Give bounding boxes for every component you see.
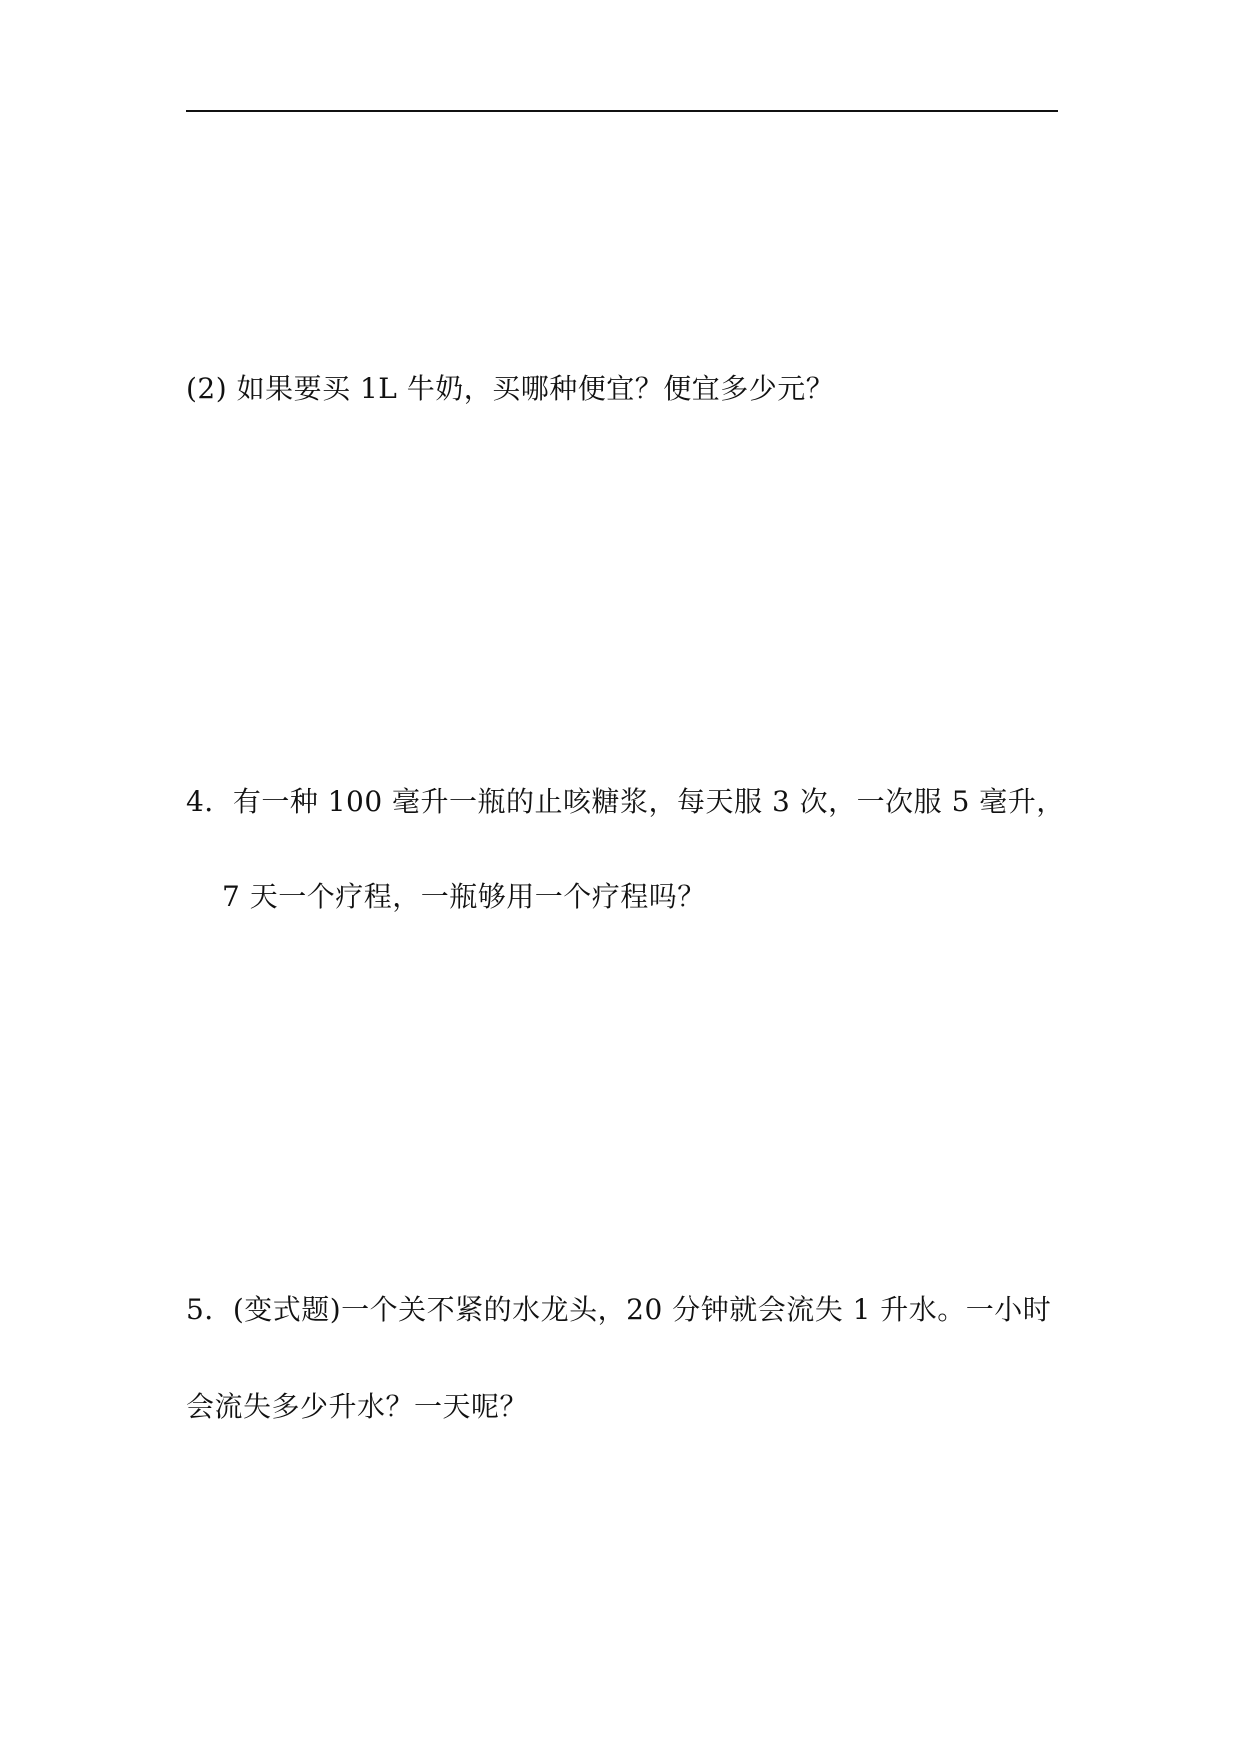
question-5-line-1: 5．(变式题)一个关不紧的水龙头，20 分钟就会流失 1 升水。一小时: [186, 1293, 1052, 1326]
question-5-line-2: 会流失多少升水？一天呢？: [186, 1390, 529, 1423]
question-4-line-2: 7 天一个疗程，一瓶够用一个疗程吗？: [222, 880, 706, 913]
question-2-sub-2: (2) 如果要买 1L 牛奶，买哪种便宜？便宜多少元？: [186, 372, 835, 405]
question-4-line-1: 4．有一种 100 毫升一瓶的止咳糖浆，每天服 3 次，一次服 5 毫升，: [186, 785, 1065, 818]
header-rule: [186, 110, 1058, 112]
